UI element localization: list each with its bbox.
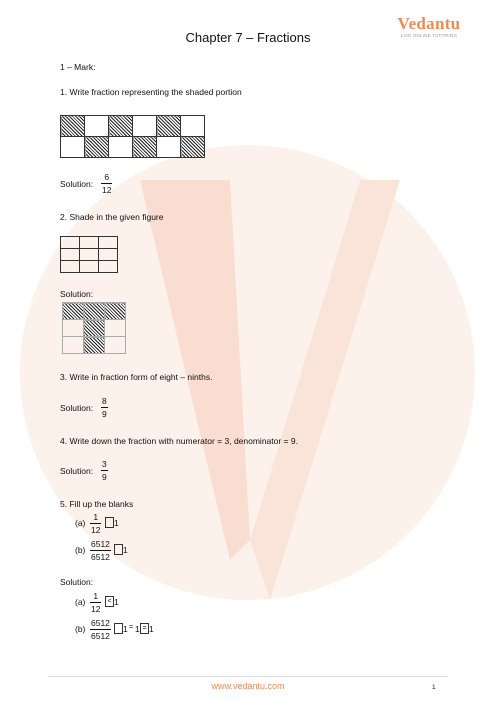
- q5-sb-mid2: 1: [135, 624, 140, 634]
- grid-cell-shaded: [181, 137, 205, 158]
- denominator: 12: [91, 604, 101, 614]
- denominator: 9: [102, 472, 107, 482]
- page-title: Chapter 7 – Fractions: [185, 30, 311, 45]
- denominator: 6512: [91, 552, 110, 562]
- grid-cell: [157, 137, 181, 158]
- numerator: 1: [93, 591, 99, 601]
- q5-sb-label: (b): [75, 624, 86, 634]
- blank-box: [105, 517, 114, 528]
- denominator: 9: [102, 409, 107, 419]
- grid-cell: [80, 261, 99, 273]
- q2-text: 2. Shade in the given figure: [60, 212, 164, 222]
- q4-text: 4. Write down the fraction with numerator = 3, denominator = 9.: [60, 436, 298, 446]
- grid-cell: [61, 137, 85, 158]
- grid-cell-shaded: [84, 320, 105, 337]
- grid-cell-shaded: [84, 337, 105, 354]
- grid-cell: [109, 137, 133, 158]
- section-heading: 1 – Mark:: [60, 62, 96, 72]
- grid-cell: [99, 237, 118, 249]
- logo-tagline: LIVE ONLINE TUTORING: [400, 33, 458, 38]
- grid-cell: [61, 249, 80, 261]
- q3-solution-label: Solution:: [60, 403, 94, 413]
- grid-cell-shaded: [157, 116, 181, 137]
- grid-cell: [80, 249, 99, 261]
- q5-b-label: (b): [75, 545, 86, 555]
- q5-sa-fraction: [90, 591, 101, 614]
- grid-cell: [99, 249, 118, 261]
- grid-cell-shaded: [84, 303, 105, 320]
- q5-b-rhs: 1: [123, 545, 128, 555]
- logo-name: Vedantu: [397, 14, 461, 33]
- q1-text: 1. Write fraction representing the shaded portion: [60, 87, 242, 97]
- blank-box: [114, 623, 123, 634]
- grid-cell-shaded: [105, 303, 126, 320]
- q2-solution-label: Solution:: [60, 289, 94, 299]
- page-number: 1: [432, 684, 436, 691]
- q1-answer-fraction: [101, 172, 112, 195]
- grid-cell-shaded: [109, 116, 133, 137]
- answer-box: <: [105, 596, 114, 607]
- q5-a-rhs: 1: [114, 518, 119, 528]
- q2-figure: [60, 236, 118, 273]
- q5-a-fraction: [90, 512, 101, 535]
- q5-sa-label: (a): [75, 597, 86, 607]
- q1-figure: [60, 115, 205, 158]
- q5-sa-rhs: 1: [114, 597, 119, 607]
- q3-answer-fraction: [101, 396, 108, 419]
- grid-cell: [63, 320, 84, 337]
- q5-sb-mid: 1: [123, 624, 128, 634]
- q1-solution-label: Solution:: [60, 179, 94, 189]
- footer-divider: [48, 676, 448, 677]
- footer-url[interactable]: www.vedantu.com: [211, 681, 285, 691]
- denominator: 12: [102, 185, 112, 195]
- grid-cell: [85, 116, 109, 137]
- q3-text: 3. Write in fraction form of eight – ninths.: [60, 372, 213, 382]
- grid-cell-shaded: [133, 137, 157, 158]
- grid-cell: [63, 337, 84, 354]
- blank-box: [114, 544, 123, 555]
- q5-sb-rhs: 1: [149, 624, 154, 634]
- grid-cell-shaded: [63, 303, 84, 320]
- q2-solution-figure: [62, 302, 126, 354]
- q5-b-fraction: [90, 539, 111, 562]
- grid-cell: [181, 116, 205, 137]
- numerator: 6: [104, 172, 110, 182]
- answer-box: =: [140, 623, 149, 634]
- grid-cell: [61, 261, 80, 273]
- q5-solution-label: Solution:: [60, 577, 94, 587]
- numerator: 6512: [91, 539, 110, 549]
- numerator: 6512: [91, 618, 110, 628]
- grid-cell: [61, 237, 80, 249]
- denominator: 6512: [91, 631, 110, 641]
- grid-cell: [105, 320, 126, 337]
- q5-text: 5. Fill up the blanks: [60, 499, 134, 509]
- grid-cell: [133, 116, 157, 137]
- q5-sb-eq1: =: [129, 624, 134, 631]
- grid-cell-shaded: [61, 116, 85, 137]
- denominator: 12: [91, 525, 101, 535]
- numerator: 8: [102, 396, 107, 406]
- grid-cell: [99, 261, 118, 273]
- q5-a-label: (a): [75, 518, 86, 528]
- numerator: 1: [93, 512, 99, 522]
- vedantu-logo: [388, 14, 470, 38]
- grid-cell: [105, 337, 126, 354]
- q5-sb-fraction: [90, 618, 111, 641]
- grid-cell: [80, 237, 99, 249]
- numerator: 3: [102, 459, 107, 469]
- q4-solution-label: Solution:: [60, 466, 94, 476]
- grid-cell-shaded: [85, 137, 109, 158]
- q4-answer-fraction: [101, 459, 108, 482]
